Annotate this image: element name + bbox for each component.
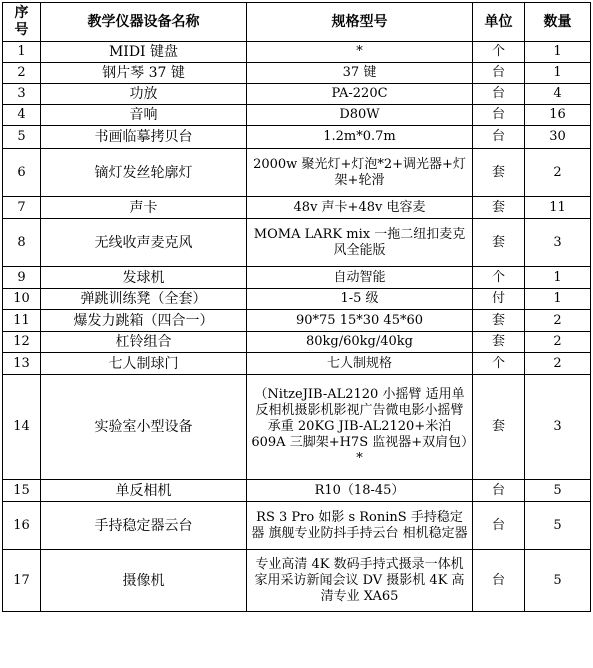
cell-qty: 1 [525,267,591,289]
table-row [3,219,591,267]
cell-name: 钢片琴 37 键 [41,63,247,84]
cell-unit: 个 [473,267,525,289]
cell-name: MIDI 键盘 [41,42,247,63]
table-row [3,84,591,105]
cell-unit: 付 [473,289,525,310]
table-row [3,289,591,310]
cell-unit: 台 [473,502,525,550]
cell-qty: 3 [525,219,591,267]
table-row [3,197,591,219]
cell-name: 实验室小型设备 [41,375,247,480]
cell-unit: 套 [473,197,525,219]
cell-name: 弹跳训练凳（全套） [41,289,247,310]
cell-qty: 30 [525,126,591,149]
cell-name: 发球机 [41,267,247,289]
cell-unit: 台 [473,63,525,84]
table-body [3,42,591,612]
cell-spec: 1.2m*0.7m [247,126,473,149]
cell-unit: 套 [473,149,525,197]
cell-name: 镝灯发丝轮廓灯 [41,149,247,197]
cell-unit: 台 [473,84,525,105]
table-row [3,310,591,332]
cell-no: 16 [3,502,41,550]
table-row [3,267,591,289]
cell-spec: 七人制规格 [247,353,473,375]
cell-spec: 80kg/60kg/40kg [247,332,473,353]
cell-qty: 5 [525,550,591,612]
table-row [3,332,591,353]
header-qty: 数量 [525,3,591,42]
cell-unit: 套 [473,375,525,480]
cell-spec: R10（18-45） [247,480,473,502]
cell-spec: D80W [247,105,473,126]
cell-unit: 台 [473,105,525,126]
cell-qty: 3 [525,375,591,480]
cell-spec: 37 键 [247,63,473,84]
cell-spec: （NitzeJIB-AL2120 小摇臂 适用单反相机摄影机影视广告微电影小摇臂承重 20KG JIB-AL2120+米泊 609A 三脚架+H7S 监视器+双肩包）* [247,375,473,480]
cell-spec: 90*75 15*30 45*60 [247,310,473,332]
cell-name: 单反相机 [41,480,247,502]
header-row [3,3,591,42]
cell-no: 15 [3,480,41,502]
cell-name: 手持稳定器云台 [41,502,247,550]
cell-qty: 5 [525,502,591,550]
table-row [3,375,591,480]
cell-unit: 套 [473,332,525,353]
cell-spec: PA-220C [247,84,473,105]
cell-no: 14 [3,375,41,480]
cell-spec: * [247,42,473,63]
cell-no: 12 [3,332,41,353]
cell-unit: 台 [473,126,525,149]
cell-spec: RS 3 Pro 如影 s RoninS 手持稳定器 旗舰专业防抖手持云台 相机稳定器 [247,502,473,550]
table-row [3,63,591,84]
cell-spec: 48v 声卡+48v 电容麦 [247,197,473,219]
table-header [3,3,591,42]
cell-no: 7 [3,197,41,219]
cell-qty: 1 [525,42,591,63]
cell-name: 杠铃组合 [41,332,247,353]
cell-unit: 套 [473,310,525,332]
cell-name: 书画临摹拷贝台 [41,126,247,149]
cell-qty: 16 [525,105,591,126]
cell-no: 6 [3,149,41,197]
cell-no: 4 [3,105,41,126]
cell-spec: 2000w 聚光灯+灯泡*2+调光器+灯架+轮滑 [247,149,473,197]
cell-name: 七人制球门 [41,353,247,375]
cell-no: 1 [3,42,41,63]
cell-name: 声卡 [41,197,247,219]
cell-name: 爆发力跳箱（四合一） [41,310,247,332]
cell-qty: 2 [525,310,591,332]
equipment-table [2,2,591,612]
cell-name: 无线收声麦克风 [41,219,247,267]
table-row [3,353,591,375]
cell-qty: 1 [525,289,591,310]
cell-spec: 自动智能 [247,267,473,289]
cell-no: 8 [3,219,41,267]
cell-unit: 套 [473,219,525,267]
cell-qty: 2 [525,149,591,197]
cell-no: 5 [3,126,41,149]
header-unit: 单位 [473,3,525,42]
cell-no: 11 [3,310,41,332]
cell-no: 10 [3,289,41,310]
table-row [3,42,591,63]
cell-unit: 台 [473,550,525,612]
cell-no: 3 [3,84,41,105]
table-row [3,105,591,126]
cell-no: 13 [3,353,41,375]
table-row [3,149,591,197]
cell-qty: 4 [525,84,591,105]
cell-spec: 1-5 级 [247,289,473,310]
table-row [3,550,591,612]
header-no: 序号 [3,3,41,42]
cell-spec: MOMA LARK mix 一拖二纽扣麦克风全能版 [247,219,473,267]
cell-no: 9 [3,267,41,289]
cell-qty: 2 [525,332,591,353]
cell-name: 功放 [41,84,247,105]
table-row [3,126,591,149]
header-spec: 规格型号 [247,3,473,42]
cell-unit: 个 [473,353,525,375]
cell-qty: 1 [525,63,591,84]
cell-name: 音响 [41,105,247,126]
cell-no: 17 [3,550,41,612]
cell-qty: 11 [525,197,591,219]
table-row [3,502,591,550]
cell-spec: 专业高清 4K 数码手持式摄录一体机 家用采访新闻会议 DV 摄影机 4K 高清专业 XA65 [247,550,473,612]
cell-no: 2 [3,63,41,84]
table-row [3,480,591,502]
cell-qty: 5 [525,480,591,502]
header-name: 教学仪器设备名称 [41,3,247,42]
cell-name: 摄像机 [41,550,247,612]
cell-unit: 个 [473,42,525,63]
cell-unit: 台 [473,480,525,502]
cell-qty: 2 [525,353,591,375]
